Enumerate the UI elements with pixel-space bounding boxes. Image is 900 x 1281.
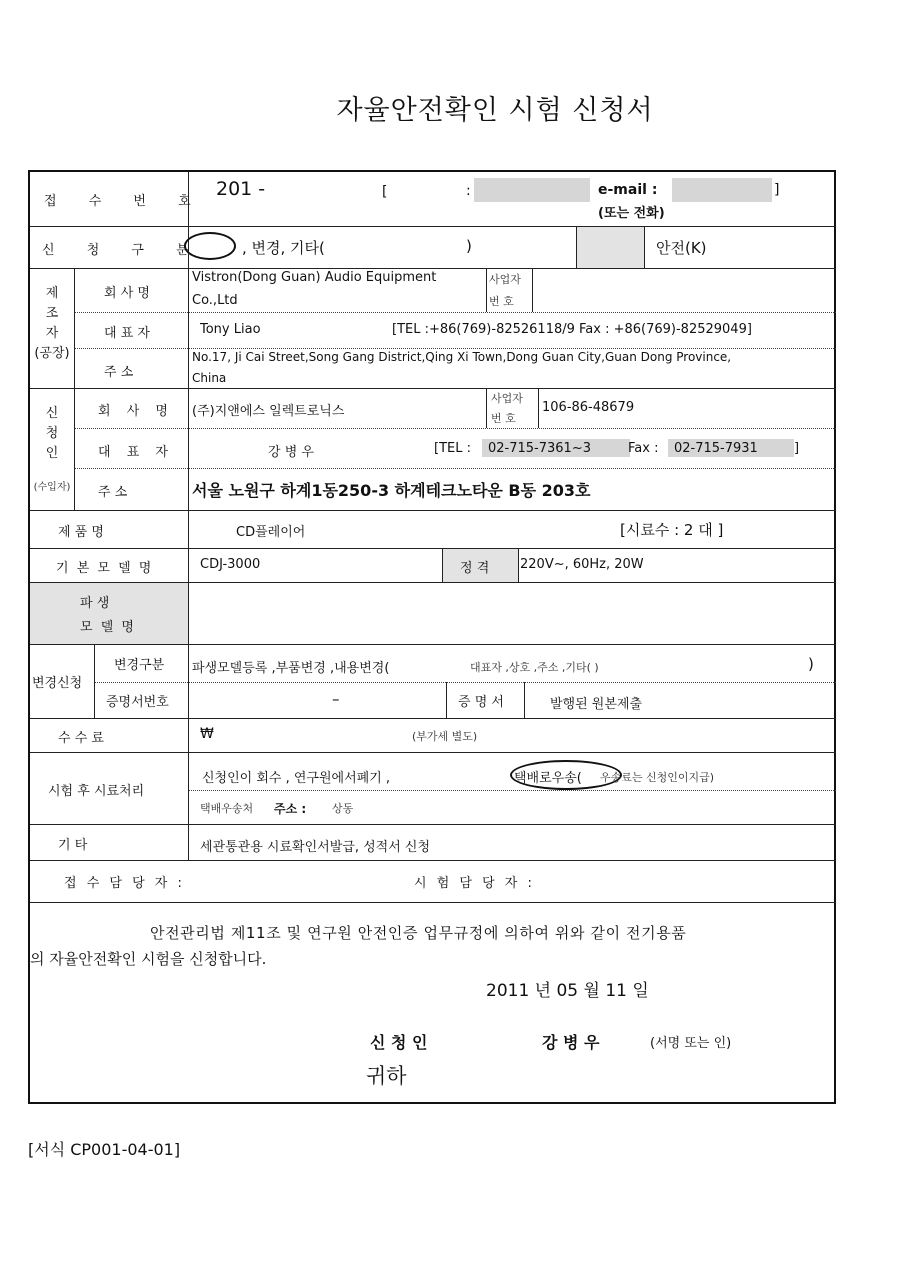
delivery-address-prefix: 택배우송처 (200, 802, 254, 815)
delivery-address-value: 상동 (332, 802, 354, 815)
sign-note: (서명 또는 인) (650, 1036, 732, 1051)
col-divider (518, 548, 519, 582)
manufacturer-rep-label: 대 표 자 (104, 326, 150, 341)
fee-currency: ₩ (200, 726, 214, 742)
product-name: CD플레이어 (236, 525, 306, 540)
applicant-address-label: 주 소 (98, 485, 128, 500)
applicant-group-sub: (수입자) (33, 482, 71, 493)
manufacturer-company: Vistron(Dong Guan) Audio Equipment (192, 270, 437, 285)
declaration-line2: 의 자율안전확인 시험을 신청합니다. (30, 950, 267, 968)
email-label: e-mail : (598, 182, 658, 198)
manufacturer-company-line2: Co.,Ltd (192, 293, 238, 308)
manufacturer-address-label: 주 소 (104, 365, 134, 380)
derived-model-label2: 모 델 명 (80, 620, 136, 635)
row-divider (94, 682, 836, 683)
manufacturer-address-line2: China (192, 371, 227, 385)
sample-disposal-delivery: 택배로우송( (514, 771, 582, 786)
applicant-tel-close: ] (794, 441, 800, 456)
applicant-address: 서울 노원구 하계1동250-3 하계테크노타운 B동 203호 (192, 481, 591, 500)
col-divider (486, 268, 487, 312)
manufacturer-address: No.17, Ji Cai Street,Song Gang District,Qing Xi Town,Dong Guan City,Guan Dong Province, (192, 350, 732, 364)
applicant-rep-label: 대 표 자 (98, 445, 174, 460)
change-type-value: 파생모델등록 ,부품변경 ,내용변경( (192, 661, 390, 676)
applicant-fax: 02-715-7931 (674, 441, 758, 456)
manufacturer-bizno-label2: 번 호 (489, 295, 514, 308)
certificate-no: – (332, 690, 340, 708)
application-type-close: ) (466, 237, 472, 255)
receipt-bracket-close: ] (774, 182, 780, 198)
col-divider (486, 388, 487, 428)
certificate-doc-label: 증 명 서 (458, 695, 504, 710)
addressee: 귀하 (366, 1064, 407, 1088)
misc-value: 세관통관용 시료확인서발급, 성적서 신청 (200, 840, 431, 855)
delivery-address-label: 주소 : (274, 802, 307, 816)
derived-model-label: 파 생 (80, 596, 110, 611)
misc-label: 기 타 (58, 838, 88, 853)
manufacturer-company-label: 회 사 명 (104, 286, 150, 301)
row-divider (30, 388, 836, 389)
rating-value: 220V~, 60Hz, 20W (520, 557, 644, 572)
row-divider (30, 752, 836, 753)
product-label: 제 품 명 (58, 525, 104, 540)
selected-type-circle (184, 232, 236, 260)
applicant-tel-prefix: [TEL : (434, 441, 471, 456)
applicant-company-label: 회 사 명 (98, 404, 174, 419)
row-divider (30, 268, 836, 269)
applicant-company: (주)지앤에스 일렉트로닉스 (192, 404, 345, 419)
application-category: 안전(K) (656, 239, 707, 257)
row-divider (30, 510, 836, 511)
test-staff-label: 시 험 담 당 자 : (414, 876, 535, 891)
col-divider (74, 268, 75, 510)
col-divider (524, 682, 525, 718)
manufacturer-rep: Tony Liao (200, 322, 261, 337)
sample-count: [시료수 : 2 대 ] (620, 521, 724, 539)
col-divider (94, 644, 95, 718)
form-code: [서식 CP001-04-01] (28, 1140, 181, 1159)
row-divider (188, 790, 836, 791)
certificate-no-label: 증명서번호 (106, 695, 169, 710)
fee-label: 수 수 료 (58, 731, 104, 746)
col-divider (442, 548, 443, 582)
change-group-label: 변경신청 (32, 676, 83, 691)
applicant-tel: 02-715-7361~3 (488, 441, 591, 456)
label-bg-category (576, 226, 644, 268)
row-divider (30, 548, 836, 549)
manufacturer-bizno-label: 사업자 (489, 273, 521, 286)
receipt-bracket-open: [ (382, 184, 388, 200)
applicant-bizno-label2: 번 호 (491, 412, 516, 425)
change-type-close: ) (808, 655, 814, 673)
col-divider (188, 172, 189, 860)
receipt-number-label: 접 수 번 호 (44, 194, 205, 209)
row-divider (30, 860, 836, 861)
certificate-doc: 발행된 원본제출 (550, 697, 643, 712)
applicant-signature-name: 강 병 우 (542, 1033, 600, 1052)
row-divider (30, 644, 836, 645)
receipt-staff-label: 접 수 담 당 자 : (64, 876, 185, 891)
col-divider (538, 388, 539, 428)
sample-disposal-label: 시험 후 시료처리 (48, 784, 145, 799)
page-title: 자율안전확인 시험 신청서 (336, 95, 654, 126)
applicant-bizno: 106-86-48679 (542, 400, 635, 415)
application-type-options: , 변경, 기타( (242, 239, 325, 257)
model-name: CDJ-3000 (200, 557, 261, 572)
sample-disposal-delivery-note: 우송료는 신청인이지급) (600, 771, 715, 784)
redacted-phone (474, 178, 590, 202)
receipt-colon: : (466, 183, 471, 199)
application-form (28, 170, 836, 1104)
col-divider (576, 226, 577, 268)
applicant-rep: 강 병 우 (268, 445, 314, 460)
application-type-label: 신 청 구 분 (42, 243, 203, 258)
rating-label: 정 격 (460, 561, 490, 576)
phone-note: (또는 전화) (598, 206, 665, 221)
change-type-label: 변경구분 (114, 658, 165, 673)
row-divider (30, 824, 836, 825)
col-divider (446, 682, 447, 718)
col-divider (644, 226, 645, 268)
declaration-line1: 안전관리법 제11조 및 연구원 안전인증 업무규정에 의하여 위와 같이 전기용품 (150, 924, 687, 942)
row-divider (30, 226, 836, 227)
manufacturer-tel: [TEL :+86(769)-82526118/9 Fax : +86(769)-82529049] (392, 322, 752, 337)
receipt-number: 201 - (216, 178, 266, 200)
applicant-fax-label: Fax : (628, 441, 659, 456)
change-type-sub: 대표자 ,상호 ,주소 ,기타( ) (470, 661, 599, 674)
col-divider (532, 268, 533, 312)
fee-note: (부가세 별도) (412, 730, 478, 743)
row-divider (30, 902, 836, 903)
redacted-email (672, 178, 772, 202)
model-label: 기 본 모 델 명 (56, 561, 154, 576)
sample-disposal-options: 신청인이 회수 , 연구원에서폐기 , (202, 771, 391, 786)
application-date: 2011 년 05 월 11 일 (486, 981, 649, 1001)
row-divider (30, 718, 836, 719)
row-divider (30, 582, 836, 583)
applicant-signature-label: 신 청 인 (370, 1033, 428, 1052)
manufacturer-group-label: 제 조 자 (공장) (34, 286, 70, 361)
applicant-bizno-label: 사업자 (491, 392, 523, 405)
applicant-group-label: 신 청 인 (45, 406, 59, 461)
